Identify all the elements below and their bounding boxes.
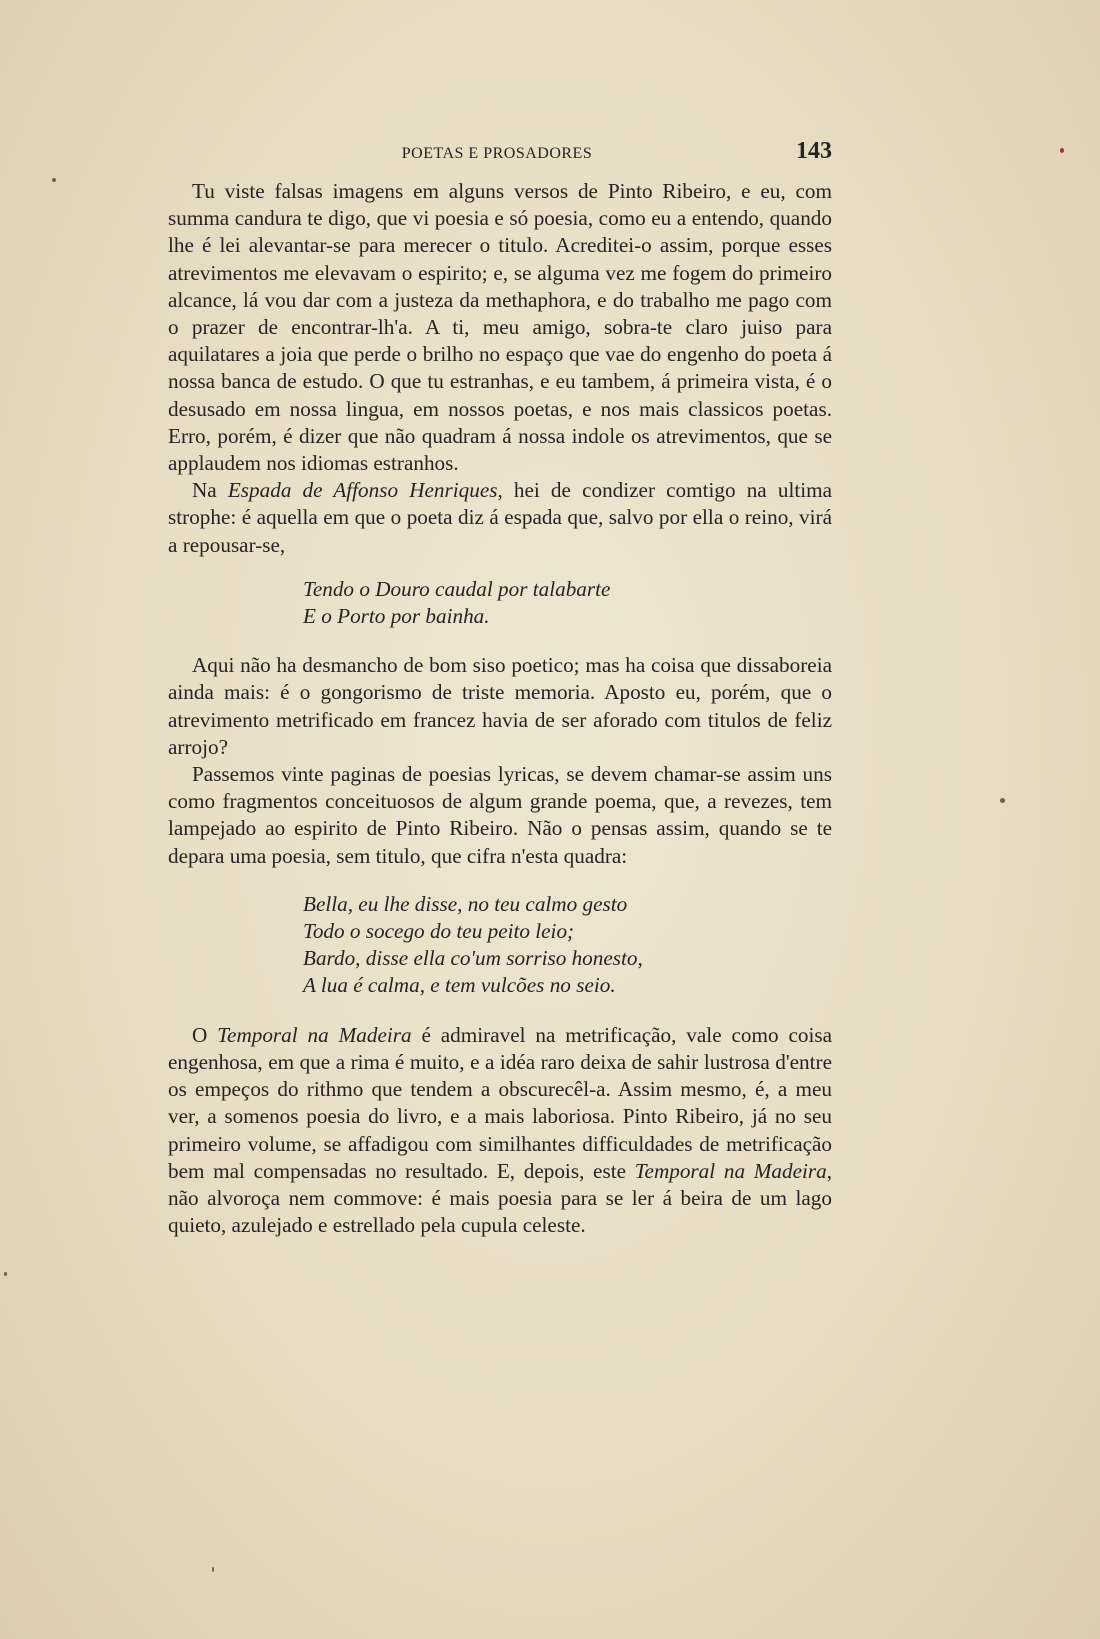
verse-line: E o Porto por bainha. [303,604,490,629]
text-block [168,138,832,1239]
paragraph-2-rest: , hei de condizer comtigo na ultima strophe: é aquella em que o poeta diz á espada que, salvo por ella o reino, virá a repousar-se, [168,478,832,557]
paragraph-5-end: , não alvoroça nem commove: é mais poesia para se ler á beira de um lago quieto, azulejado e estrellado pela cupula celeste. [168,1158,832,1238]
paragraph-5-middle: é admiravel na metrificação, vale como coisa engenhosa, em que a rima é muito, e a idéa raro deixa de sahir lustrosa d'entre os empeços do rithmo que tendem a obscurecêl-a. Assim mesmo, é, a meu ver, a somenos poesia do livro, e a mais laboriosa. Pinto Ribeiro, já no seu primeiro volume, se affadigou com similhantes difficuldades de metrificação bem mal compensadas no resultado. E, depois, este [168,1022,832,1183]
paragraph-1: Tu viste falsas imagens em alguns versos de Pinto Ribeiro, e eu, com summa candura te digo, que vi poesia e só poesia, como eu a entendo, quando lhe é lei alevantar-se para merecer o titulo. Acreditei-o assim, porque esses atrevimentos me elevavam o espirito; e, se alguma vez me fogem do primeiro alcance, lá vou dar com a justeza da methaphora, e do trabalho me pago com o prazer de encontrar-lh'a. A ti, meu amigo, sobra-te claro juiso para aquilatares a joia que perde o brilho no espaço que vae do engenho do poeta á nossa banca de estudo. O que tu estranhas, e eu tambem, á primeira vista, é o desusado em nossa lingua, em nossos poetas, e nos mais classicos poetas. Erro, porém, é dizer que não quadram á nossa indole os atrevimentos, que se applaudem nos idiomas estranhos. [168,179,832,476]
running-head [168,138,832,172]
verse-line: A lua é calma, e tem vulcões no seio. [303,973,616,998]
ink-speck [212,1567,214,1572]
verse-line: Bella, eu lhe disse, no teu calmo gesto [303,891,628,916]
paragraph-2 [168,477,832,559]
page-number: 143 [796,138,832,164]
ink-speck [52,178,56,182]
paragraph-3: Aqui não ha desmancho de bom siso poetico; mas ha coisa que dissaboreia ainda mais: é o gongorismo de triste memoria. Aposto eu, porém, que o atrevimento metrificado em francez havia de ser aforado com titulos de feliz arrojo? [168,653,832,759]
poem-title-temporal: Temporal na Madeira [217,1022,412,1047]
poem-title-espada: Espada de Affonso Henriques [227,478,498,503]
verse-line: Todo o socego do teu peito leio; [303,919,575,944]
paragraph-2-lead: Na [192,478,228,503]
paragraph-5 [168,1022,832,1240]
ink-speck [4,1272,7,1276]
paragraph-5-lead: O [192,1022,218,1047]
ink-speck [1060,148,1064,153]
running-title: POETAS E PROSADORES [401,145,593,162]
verse-quote-2 [168,891,832,1000]
verse-line: Bardo, disse ella co'um sorriso honesto, [303,946,643,971]
paragraph-4: Passemos vinte paginas de poesias lyricas, se devem chamar-se assim uns como fragmentos conceituosos de algum grande poema, que, a revezes, tem lampejado ao espirito de Pinto Ribeiro. Não o pensas assim, quando se te depara uma poesia, sem titulo, que cifra n'esta quadra: [168,762,832,868]
poem-title-temporal: Temporal na Madeira [634,1158,827,1183]
verse-line: Tendo o Douro caudal por talabarte [303,576,611,601]
verse-quote-1 [168,576,832,630]
ink-speck [1000,798,1005,803]
